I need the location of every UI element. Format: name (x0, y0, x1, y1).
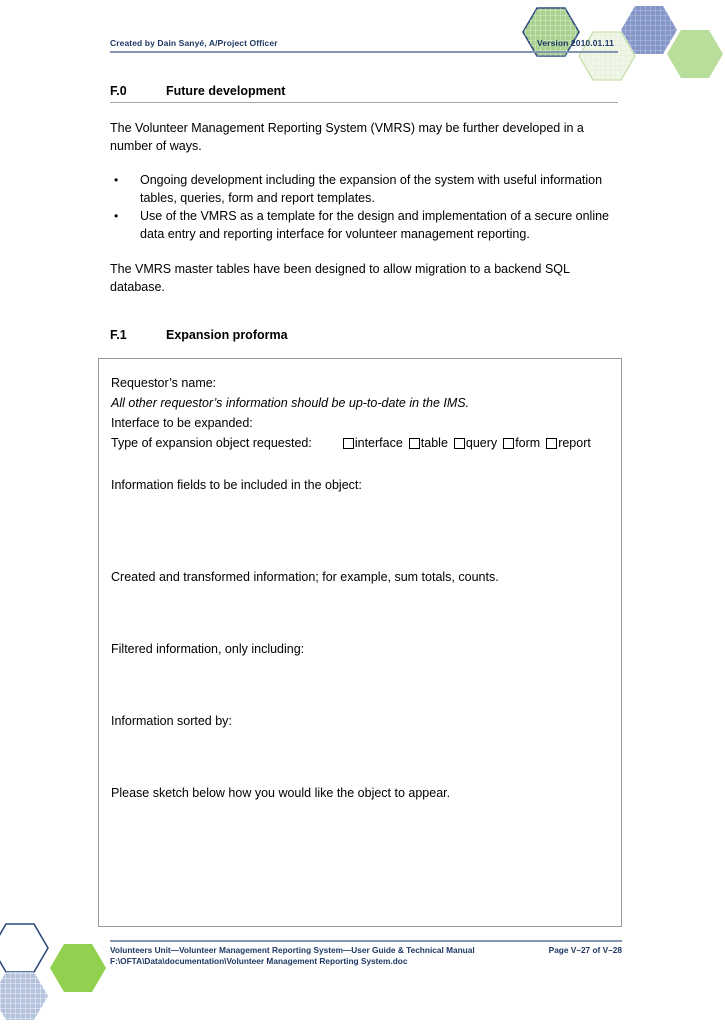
footer-divider (110, 940, 622, 942)
page-footer (110, 940, 622, 966)
requestor-note: All other requestor’s information should be up-to-date in the IMS. (111, 396, 470, 410)
header-divider (110, 51, 618, 53)
header-version: Version 2010.01.11 (537, 38, 614, 48)
bullet-icon: • (114, 209, 119, 223)
document-content (110, 84, 618, 346)
proforma-content (99, 359, 621, 926)
checkbox-icon[interactable] (454, 438, 465, 449)
expansion-type-row (111, 433, 609, 453)
list-item-text: Ongoing development including the expansion of the system with useful information tables, queries, form and report templates. (140, 173, 603, 205)
checkbox-label: query (465, 436, 498, 450)
section-heading-f1 (110, 328, 618, 346)
footer-page-number: Page V–27 of V–28 (548, 944, 622, 955)
requestor-name-label: Requestor’s name: (111, 376, 217, 390)
checkbox-icon[interactable] (546, 438, 557, 449)
information-sorted-label: Information sorted by: (111, 714, 232, 728)
write-in-area-created[interactable] (111, 587, 609, 639)
section-number-f0: F.0 (110, 84, 127, 98)
checkbox-label: interface (354, 436, 403, 450)
checkbox-option-query[interactable] (454, 433, 497, 453)
checkbox-icon[interactable] (343, 438, 354, 449)
created-transformed-label: Created and transformed information; for example, sum totals, counts. (111, 570, 499, 584)
checkbox-option-interface[interactable] (343, 433, 403, 453)
write-in-area-sorted[interactable] (111, 731, 609, 783)
expansion-type-label: Type of expansion object requested: (111, 436, 312, 450)
hexagon-light-green (667, 30, 723, 78)
checkbox-option-table[interactable] (409, 433, 448, 453)
sketch-instruction-label: Please sketch below how you would like the object to appear. (111, 786, 451, 800)
bullet-list-future-development (110, 172, 618, 243)
expansion-type-options (343, 433, 591, 453)
filtered-information-label: Filtered information, only including: (111, 642, 305, 656)
checkbox-label: table (420, 436, 448, 450)
list-item-text: Use of the VMRS as a template for the design and implementation of a secure online data entry and reporting interface for volunteer management reporting. (140, 209, 610, 241)
list-item (110, 172, 618, 207)
footer-file-path: F:\OFTA\Data\documentation\Volunteer Management Reporting System.doc (110, 955, 408, 966)
vertical-spacer (110, 313, 618, 328)
section-title-f1: Expansion proforma (166, 328, 288, 342)
header-created-by: Created by Dain Sanyé, A/Project Officer (110, 38, 278, 48)
page-header (110, 38, 618, 53)
spacer (111, 453, 609, 475)
hexagon-blue-grid (0, 972, 48, 1020)
hexagon-outlined-white (0, 924, 48, 972)
list-item (110, 208, 618, 243)
header-text-row (110, 38, 618, 51)
section-number-f1: F.1 (110, 328, 127, 342)
footer-document-line: Volunteers Unit—Volunteer Management Reporting System—User Guide & Technical Manual (110, 944, 475, 955)
write-in-area-fields[interactable] (111, 495, 609, 567)
expansion-proforma-box (98, 358, 622, 927)
hexagon-decoration-bottom (0, 918, 130, 1024)
interface-expanded-label: Interface to be expanded: (111, 416, 253, 430)
hexagon-bright-green (50, 944, 106, 992)
write-in-area-filtered[interactable] (111, 659, 609, 711)
bullet-icon: • (114, 173, 119, 187)
checkbox-label: report (558, 436, 591, 450)
checkbox-icon[interactable] (409, 438, 420, 449)
checkbox-label: form (515, 436, 541, 450)
information-fields-label: Information fields to be included in the object: (111, 478, 362, 492)
footer-text-row (110, 945, 622, 955)
sketch-area[interactable] (111, 803, 609, 913)
checkbox-option-form[interactable] (503, 433, 540, 453)
checkbox-option-report[interactable] (546, 433, 591, 453)
paragraph-intro: The Volunteer Management Reporting System (VMRS) may be further developed in a number of ways. (110, 121, 584, 153)
checkbox-icon[interactable] (503, 438, 514, 449)
section-divider-f0 (110, 102, 618, 103)
section-title-f0: Future development (166, 84, 286, 98)
paragraph-closing: The VMRS master tables have been designed to allow migration to a backend SQL database. (110, 262, 570, 294)
